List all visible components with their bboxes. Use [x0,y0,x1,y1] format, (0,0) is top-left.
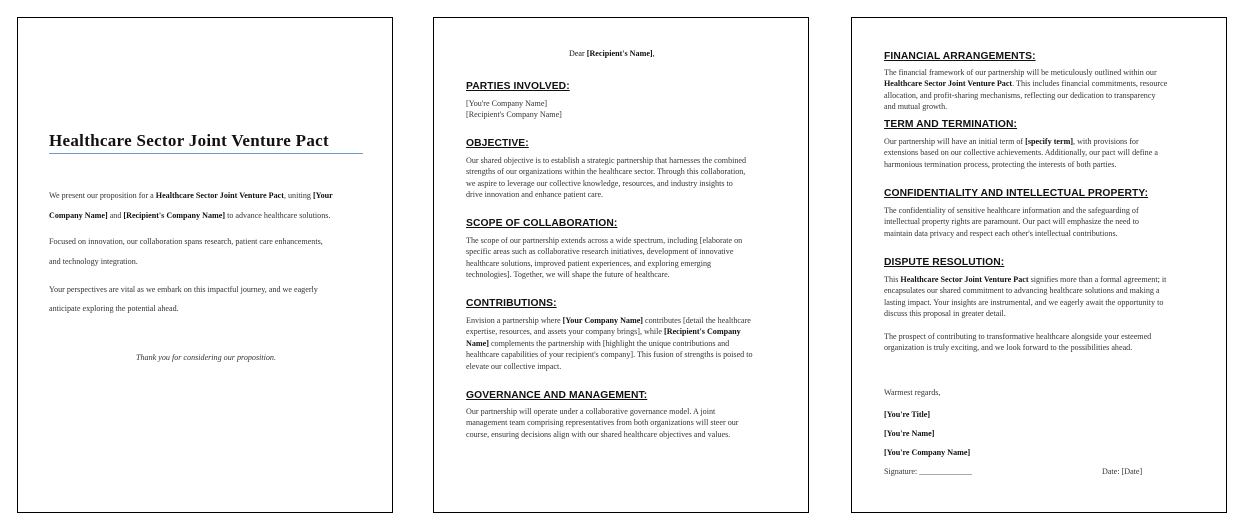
salutation: Dear [Recipient's Name], [569,49,655,58]
perspective-paragraph: Your perspectives are vital as we embark on this impactful journey, and we eagerly anticipate exploring the potential ahead. [49,285,318,313]
governance-heading: GOVERNANCE AND MANAGEMENT: [466,390,648,401]
document-page-3 [834,0,1244,530]
intro-paragraph: We present our proposition for a Healthcare Sector Joint Venture Pact, uniting [Your Company Name] and [Recipient's Company Name] to advance healthcare solutions. [49,191,333,220]
confidentiality-paragraph: The confidentiality of sensitive healthcare information and the safeguarding of intellectual property rights are paramount. Our pact will emphasize the need to maintain data privacy and respect each other's intellectual contributions. [884,206,1139,238]
scope-heading: SCOPE OF COLLABORATION: [466,218,618,229]
signer-company: [You're Company Name] [884,448,971,457]
page-title: Healthcare Sector Joint Venture Pact [49,131,329,150]
page-gap [409,0,416,530]
parties-heading: PARTIES INVOLVED: [466,81,570,92]
financial-paragraph: The financial framework of our partnership will be meticulously outlined within our Healthcare Sector Joint Venture Pact. This includes financial commitments, resource allocation, and profit-sharing mechanisms, reflecting our dedication to transparency and mutual growth. [884,68,1168,112]
page-gap [827,0,834,530]
prospect-paragraph: The prospect of contributing to transformative healthcare alongside your esteemed organization is truly exciting, and we look forward to the possibilities ahead. [884,332,1152,353]
scope-paragraph: The scope of our partnership extends across a wide spectrum, including [elaborate on specific areas such as collaborative research initiatives, development of innovative healthcare solutions, improved patient experiences, and exploring emerging technologies]. Together, we will shape the future of healthcare. [466,236,743,280]
thanks-line: Thank you for considering our proposition. [136,353,276,362]
confidentiality-heading: CONFIDENTIALITY AND INTELLECTUAL PROPERTY: [884,188,1149,199]
signer-name: [You're Name] [884,429,935,438]
signer-title: [You're Title] [884,410,931,419]
signature-line: Signature: _____________ [884,467,972,476]
closing-line: Warmest regards, [884,388,941,397]
focus-paragraph: Focused on innovation, our collaboration spans research, patient care enhancements, and technology integration. [49,237,323,266]
document-page-2 [416,0,827,530]
document-page-1 [0,0,409,530]
page-3-content-frame [851,17,1227,513]
contributions-heading: CONTRIBUTIONS: [466,298,557,309]
dispute-heading: DISPUTE RESOLUTION: [884,257,1005,268]
parties-list: [You're Company Name] [Recipient's Company Name] [466,99,562,120]
page-2-content-frame [433,17,809,513]
dispute-paragraph: This Healthcare Sector Joint Venture Pact signifies more than a formal agreement; it encapsulates our shared commitment to advancing healthcare solutions and making a lasting impact. Your insights are instrumental, and we eagerly await the opportunity to discuss this proposal in greater detail. [884,275,1167,319]
financial-heading: FINANCIAL ARRANGEMENTS: [884,51,1036,62]
date-line: Date: [Date] [1102,467,1143,476]
contributions-paragraph: Envision a partnership where [Your Company Name] contributes [detail the healthcare expertise, resources, and assets your company brings], while [Recipient's Company Name] complements the partnership with [highlight the unique contributions and healthcare capabilities of your recipient's company]. This fusion of strengths is poised to elevate our collective impact. [466,316,753,371]
governance-paragraph: Our partnership will operate under a collaborative governance model. A joint management team comprising representatives from both organizations will steer our course, ensuring decisions align with our shared healthcare objectives and values. [466,407,739,439]
term-paragraph: Our partnership will have an initial term of [specify term], with provisions for extensions based on our collective achievements. Additionally, our pact will define a harmonious termination process, protecting the interests of both parties. [884,137,1158,169]
title-underline [49,153,363,154]
term-heading: TERM AND TERMINATION: [884,119,1018,130]
page-1-content-frame [17,17,393,513]
objective-paragraph: Our shared objective is to establish a strategic partnership that harnesses the combined strengths of our organizations within the healthcare sector. Through this collaboration, we aspire to leverage our collective knowledge, resources, and industry insights to drive innovation and enhance patient care. [466,156,747,200]
objective-heading: OBJECTIVE: [466,138,529,149]
